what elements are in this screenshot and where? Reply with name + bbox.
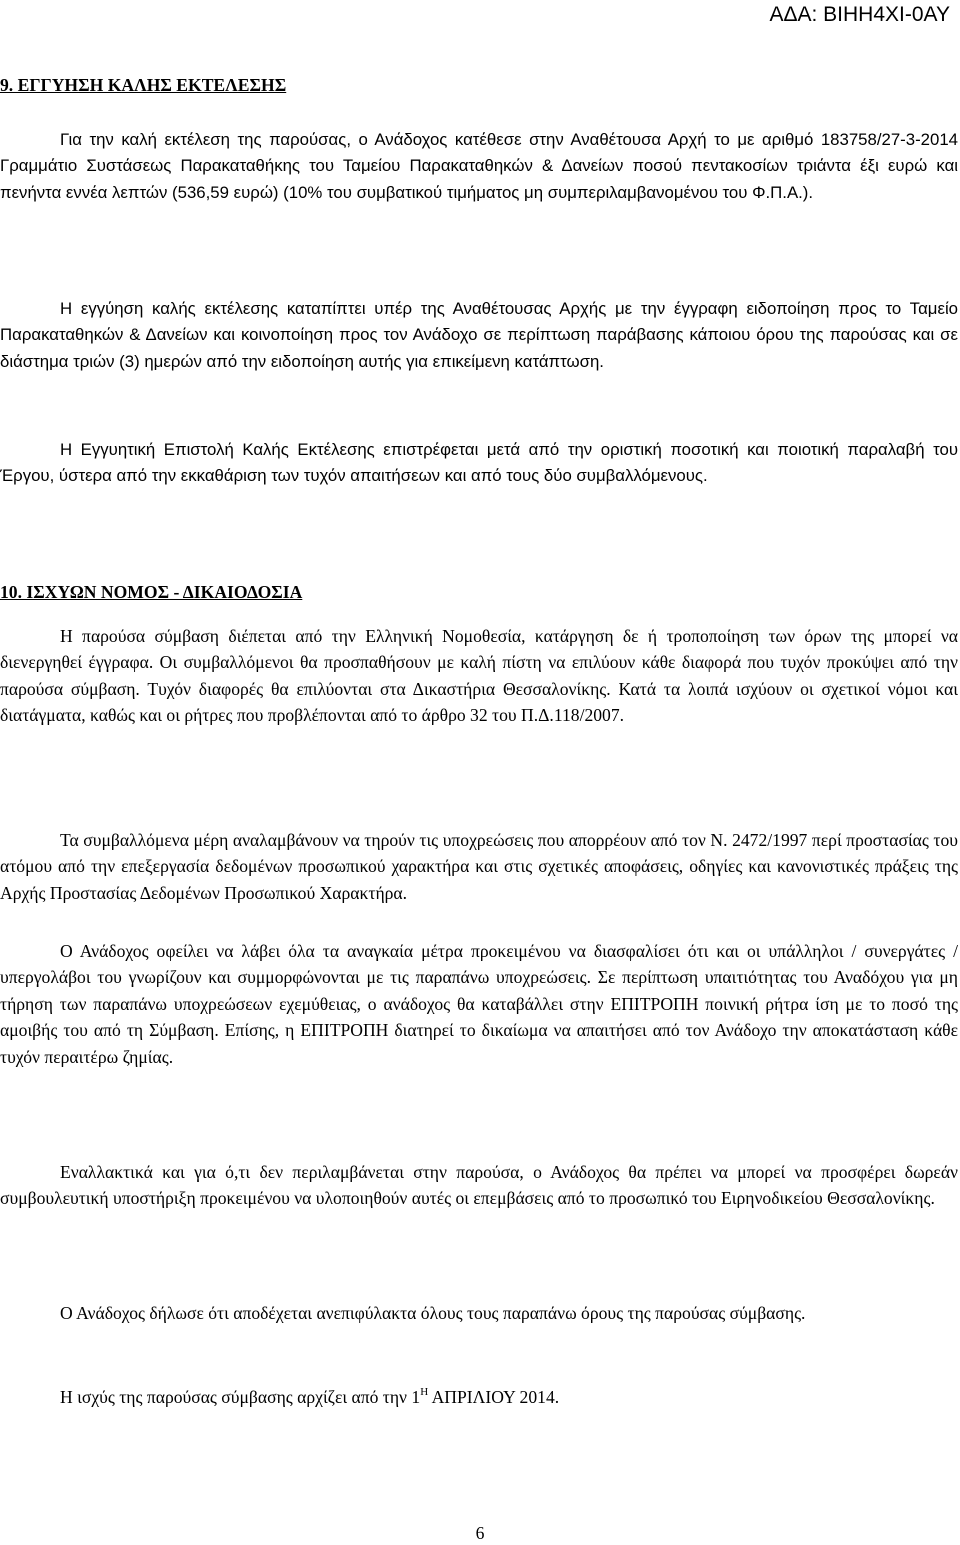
section-9-paragraph-2: Η εγγύηση καλής εκτέλεσης καταπίπτει υπέρ της Αναθέτουσας Αρχής με την έγγραφη ειδοποίηση προς το Ταμείο Παρακαταθηκών & Δανείων και κοινοποίηση προς τον Ανάδοχο σε περίπτωση παράβασης κάποιου όρου της παρούσας και σε διάστημα τριών (3) ημερών από την ειδοποίηση αυτής για επικείμενη κατάπτωση. <box>0 299 958 371</box>
ada-code: ΑΔΑ: ΒΙΗΗ4ΧΙ-0ΑΥ <box>769 3 950 26</box>
superscript-eta: Η <box>420 1386 429 1399</box>
section-10-paragraph-2: Τα συμβαλλόμενα μέρη αναλαμβάνουν να τηρούν τις υποχρεώσεις που απορρέουν από τον Ν. 2472/1997 περί προστασίας του ατόμου από την επεξεργασία δεδομένων προσωπικού χαρακτήρα και στις σχετικές αποφάσεις, οδηγίες και κανονιστικές πράξεις της Αρχής Προστασίας Δεδομένων Προσωπικού Χαρακτήρα. <box>0 830 958 903</box>
section-10-paragraph-4: Εναλλακτικά και για ό,τι δεν περιλαμβάνεται στην παρούσα, ο Ανάδοχος θα πρέπει να μπορεί να προσφέρει δωρεάν συμβουλευτική υποστήριξη προκειμένου να υλοποιηθούν αυτές οι επεμβάσεις από το προσωπικό του Ειρηνοδικείου Θεσσαλονίκης. <box>0 1162 958 1209</box>
section-10-paragraph-3: Ο Ανάδοχος οφείλει να λάβει όλα τα αναγκαία μέτρα προκειμένου να διασφαλίσει ότι και οι υπάλληλοι / συνεργάτες / υπεργολάβοι του γνωρίζουν και συμμορφώνονται με τις παραπάνω υποχρεώσεις. Σε περίπτωση υπαιτιότητας του Αναδόχου για μη τήρηση των παραπάνω υποχρεώσεων εχεμύθειας, ο ανάδοχος θα καταβάλλει στην ΕΠΙΤΡΟΠΗ ποινική ρήτρα ίση με το ποσό της αμοιβής του από τη Σύμβαση. Επίσης, η ΕΠΙΤΡΟΠΗ διατηρεί το δικαίωμα να απαιτήσει από τον Ανάδοχο την αποκατάσταση κάθε τυχόν περαιτέρω ζημίας. <box>0 941 958 1067</box>
section-10-heading: 10. ΙΣΧΥΩΝ ΝΟΜΟΣ - ΔΙΚΑΙΟΔΟΣΙΑ <box>0 582 303 602</box>
section-9-paragraph-1: Για την καλή εκτέλεση της παρούσας, ο Ανάδοχος κατέθεσε στην Αναθέτουσα Αρχή το με αριθμό 183758/27-3-2014 Γραμμάτιο Συστάσεως Παρακαταθήκης του Ταμείου Παρακαταθηκών & Δανείων ποσού πεντακοσίων τριάντα έξι ευρώ και πενήντα εννέα λεπτών (536,59 ευρώ) (10% του συμβατικού τιμήματος μη συμπεριλαμβανομένου του Φ.Π.Α.). <box>0 130 958 202</box>
section-9-paragraph-3: Η Εγγυητική Επιστολή Καλής Εκτέλεσης επιστρέφεται μετά από την οριστική ποσοτική και ποιοτική παραλαβή του Έργου, ύστερα από την εκκαθάριση των τυχόν απαιτήσεων και από τους δύο συμβαλλόμενους. <box>0 440 958 486</box>
validity-statement: Η ισχύς της παρούσας σύμβασης αρχίζει από την $1^H$ ΑΠΡΙΛΙΟΥ 2014. <box>60 1386 560 1407</box>
section-9-heading: 9. ΕΓΓΥΗΣΗ ΚΑΛΗΣ ΕΚΤΕΛΕΣΗΣ <box>0 75 287 95</box>
page-number: 6 <box>475 1523 485 1543</box>
section-10-paragraph-1: Η παρούσα σύμβαση διέπεται από την Ελληνική Νομοθεσία, κατάργηση δε ή τροποποίηση των όρων της μπορεί να διενεργηθεί έγγραφα. Οι συμβαλλόμενοι θα προσπαθήσουν με καλή πίστη να επιλύουν κάθε διαφορά που τυχόν προκύψει από την παρούσα σύμβαση. Τυχόν διαφορές θα επιλύονται στα Δικαστήρια Θεσσαλονίκης. Κατά τα λοιπά ισχύουν οι σχετικοί νόμοι και διατάγματα, καθώς και οι ρήτρες που προβλέπονται από το άρθρο 32 του Π.Δ.118/2007. <box>0 626 958 726</box>
section-10-paragraph-5: Ο Ανάδοχος δήλωσε ότι αποδέχεται ανεπιφύλακτα όλους τους παραπάνω όρους της παρούσας σύμβασης. <box>60 1303 806 1323</box>
